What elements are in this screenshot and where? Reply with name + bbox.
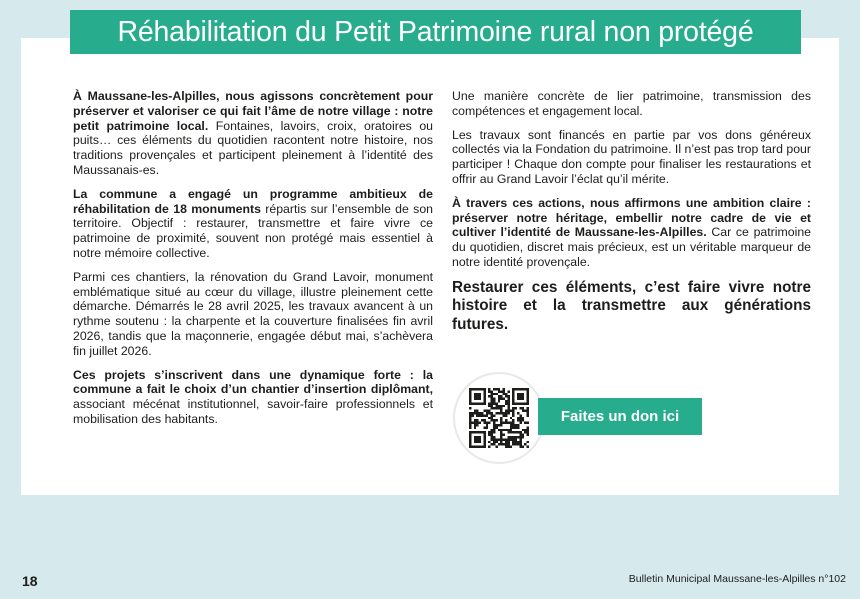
paragraph-intro: À Maussane-les-Alpilles, nous agissons concrètement pour préserver et valoriser ce qui fait l’âme de notre village : notre petit patrimoine local. Fontaines, lavoirs, croix, oratoires ou puits… ces éléments du quotidien racontent notre histoire, nos traditions provençales et participent pleinement à l’identité des Maussanais-es. xyxy=(73,89,433,177)
left-column xyxy=(73,89,433,436)
paragraph-financing: Les travaux sont financés en partie par vos dons généreux collectés via la Fondation du patrimoine. Il n’est pas trop tard pour participer ! Chaque don compte pour finaliser les restaurations et offrir au Grand Lavoir l’éclat qu’il mérite. xyxy=(452,127,811,186)
paragraph-ambition: À travers ces actions, nous affirmons une ambition claire : préserver notre héritage, embellir notre cadre de vie et cultiver l’identité de Maussane-les-Alpilles. Car ce patrimoine du quotidien, discret mais précieux, est un véritable marqueur de notre identité provençale. xyxy=(452,195,812,269)
donate-button[interactable]: Faites un don ici xyxy=(538,398,702,435)
qr-code[interactable] xyxy=(453,372,545,464)
page-number: 18 xyxy=(22,573,38,589)
footer-publication: Bulletin Municipal Maussane-les-Alpilles n°102 xyxy=(628,573,846,585)
page-title: Réhabilitation du Petit Patrimoine rural non protégé xyxy=(70,10,801,54)
qr-code-icon xyxy=(469,388,529,448)
paragraph-insertion: Ces projets s’inscrivent dans une dynamique forte : la commune a fait le choix d’un chantier d’insertion diplômant, associant mécénat institutionnel, savoir-faire professionnels et mobilisation des habitants. xyxy=(73,367,433,426)
lead-statement: Restaurer ces éléments, c’est faire vivre notre histoire et la transmettre aux générations futures. xyxy=(452,278,811,333)
paragraph-grand-lavoir: Parmi ces chantiers, la rénovation du Grand Lavoir, monument emblématique situé au cœur du village, illustre pleinement cette démarche. Démarrés le 28 avril 2025, les travaux avancent à un rythme soutenu : la charpente et la couverture finalisées fin avril 2026, tandis que la maçonnerie, engagée début mai, s’achèvera fin juillet 2026. xyxy=(73,269,433,358)
right-column xyxy=(452,89,811,343)
paragraph-transmission: Une manière concrète de lier patrimoine, transmission des compétences et engagement local. xyxy=(452,89,811,118)
paragraph-programme: La commune a engagé un programme ambitieux de réhabilitation de 18 monuments répartis sur l’ensemble de son territoire. Objectif : restaurer, transmettre et faire vivre ce patrimoine de proximité, souvent non protégé mais essentiel à notre mémoire collective. xyxy=(73,186,433,260)
